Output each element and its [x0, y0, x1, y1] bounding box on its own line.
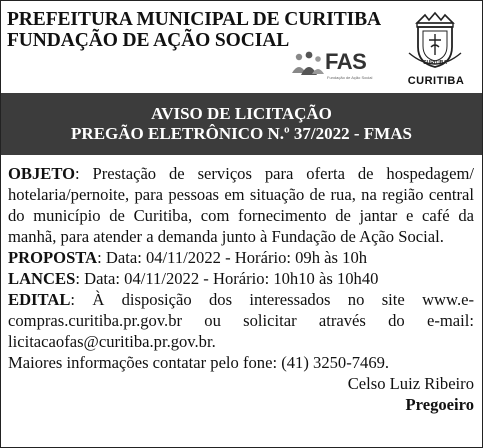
banner-subtitle: PREGÃO ELETRÔNICO N.º 37/2022 - FMAS: [71, 124, 412, 143]
signer-name: Celso Luiz Ribeiro: [347, 374, 474, 393]
objeto-label: OBJETO: [8, 164, 76, 183]
edital-paragraph: [8, 289, 474, 352]
banner-title: AVISO DE LICITAÇÃO: [151, 104, 332, 123]
curitiba-crest-icon: [403, 9, 467, 73]
proposta-text: : Data: 04/11/2022 - Horário: 09h às 10h: [97, 248, 368, 267]
notice-body: [8, 163, 474, 415]
lances-paragraph: [8, 268, 474, 289]
edital-text: : À disposição dos interessados no site www.e-compras.curitiba.pr.gov.br ou solicitar através do e-mail: licitacaofas@curitiba.pr.gov.br.: [8, 290, 474, 351]
lances-text: : Data: 04/11/2022 - Horário: 10h10 às 10h40: [75, 269, 379, 288]
org-name-line1: PREFEITURA MUNICIPAL DE CURITIBA: [7, 9, 382, 30]
edital-label: EDITAL: [8, 290, 71, 309]
objeto-text: : Prestação de serviços para oferta de hospedagem/ hotelaria/pernoite, para pessoas em situação de rua, na região central do município de Curitiba, com fornecimento de jantar e café da manhã, para atender a demanda junto à Fundação de Ação Social.: [8, 164, 474, 246]
fas-logo: [289, 49, 385, 85]
crest-text: CURITIBA: [423, 60, 447, 66]
signer-role: Pregoeiro: [405, 395, 474, 414]
org-name-line2: FUNDAÇÃO DE AÇÃO SOCIAL: [7, 30, 290, 51]
objeto-paragraph: [8, 163, 474, 247]
header: [1, 1, 482, 93]
city-label: CURITIBA: [407, 75, 465, 87]
fas-logo-subtext: Fundação de Ação Social: [327, 75, 373, 80]
info-paragraph: Maiores informações contatar pelo fone: (41) 3250-7469.: [8, 353, 390, 372]
proposta-paragraph: [8, 247, 474, 268]
fas-people-icon: [289, 49, 325, 79]
fas-logo-text: FAS: [325, 49, 367, 74]
proposta-label: PROPOSTA: [8, 248, 98, 267]
lances-label: LANCES: [8, 269, 76, 288]
notice-banner: [1, 93, 482, 155]
